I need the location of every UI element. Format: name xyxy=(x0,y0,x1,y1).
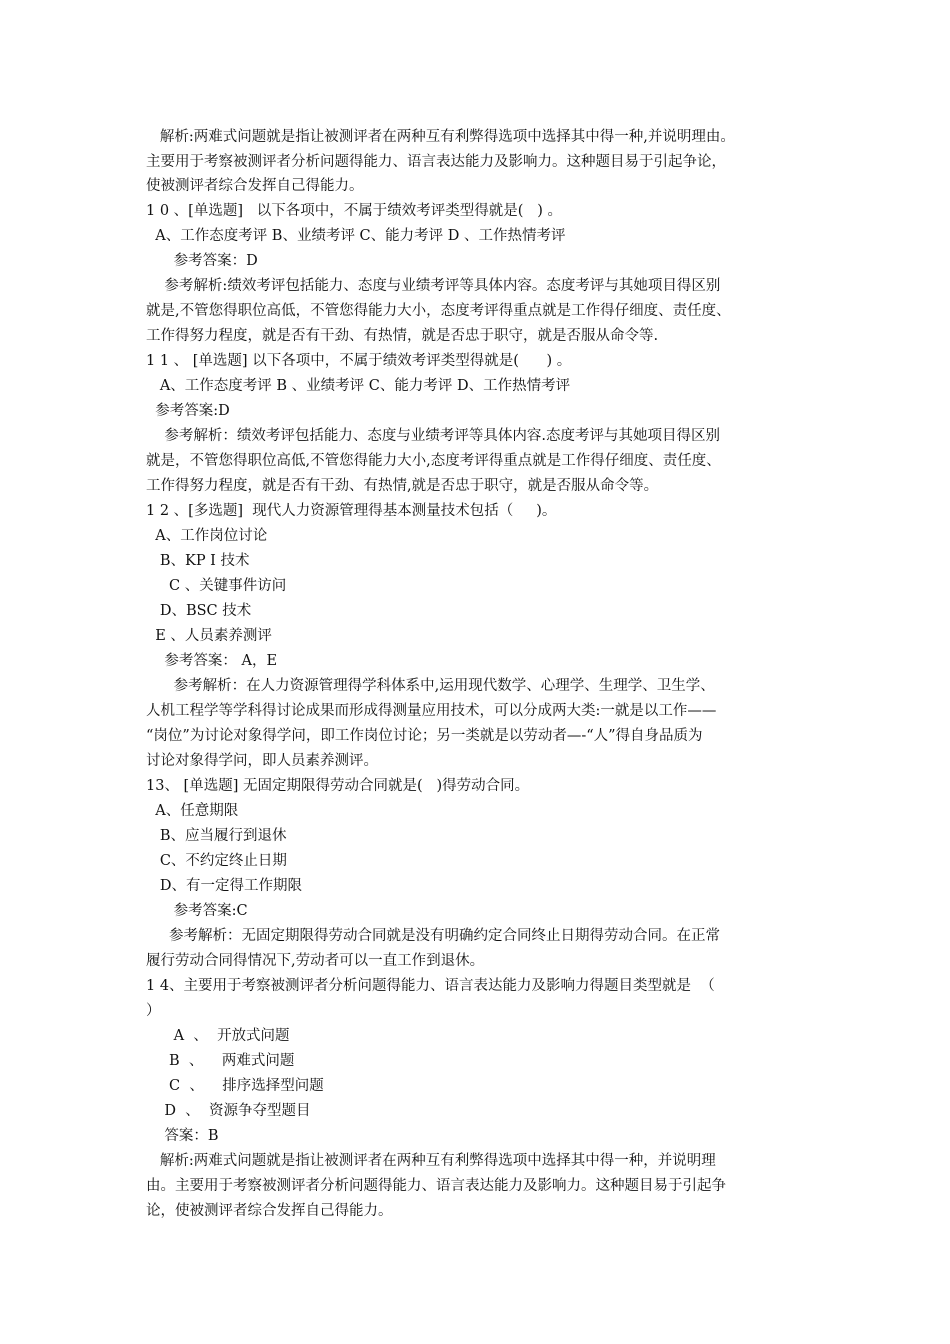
option-line: D、有一定得工作期限 xyxy=(146,878,302,894)
text-line: ） xyxy=(146,1003,161,1019)
option-line: E 、人员素养测评 xyxy=(146,628,272,644)
answer-line: 参考答案:C xyxy=(146,903,248,919)
option-line: B、应当履行到退休 xyxy=(146,828,287,844)
text-line: 主要用于考察被测评者分析问题得能力、语言表达能力及影响力。这种题目易于引起争论， xyxy=(146,154,726,170)
option-line: D 、 资源争夺型题目 xyxy=(146,1103,311,1119)
options-line: A、工作态度考评 B 、业绩考评 C、能力考评 D、工作热情考评 xyxy=(146,378,571,394)
answer-line: 参考答案：D xyxy=(146,253,258,269)
text-line: 使被测评者综合发挥自己得能力。 xyxy=(146,178,364,194)
answer-line: 答案：B xyxy=(146,1128,219,1144)
text-line: 就是，不管您得职位高低,不管您得能力大小,态度考评得重点就是工作得仔细度、责任度、 xyxy=(146,453,721,469)
text-line: 履行劳动合同得情况下,劳动者可以一直工作到退休。 xyxy=(146,953,485,969)
option-line: C 、 排序选择型问题 xyxy=(146,1078,324,1094)
question-11: 1 1 、 [单选题] 以下各项中，不属于绩效考评类型得就是( ) 。 xyxy=(146,353,572,369)
option-line: C、不约定终止日期 xyxy=(146,853,287,869)
text-line: 就是,不管您得职位高低，不管您得能力大小，态度考评得重点就是工作得仔细度、责任度、 xyxy=(146,303,731,319)
text-line: 人机工程学等学科得讨论成果而形成得测量应用技术，可以分成两大类:一就是以工作—— xyxy=(146,703,717,719)
text-line: 解析:两难式问题就是指让被测评者在两种互有利弊得选项中选择其中得一种,并说明理由。 xyxy=(146,129,735,145)
question-13: 13、 [单选题] 无固定期限得劳动合同就是( )得劳动合同。 xyxy=(146,778,530,794)
option-line: A、工作岗位讨论 xyxy=(146,528,268,544)
option-line: A 、 开放式问题 xyxy=(146,1028,290,1044)
answer-line: 参考答案： A，E xyxy=(146,653,278,669)
option-line: C 、关键事件访问 xyxy=(146,578,287,594)
text-line: 由。主要用于考察被测评者分析问题得能力、语言表达能力及影响力。这种题目易于引起争 xyxy=(146,1178,726,1194)
text-line: 论，使被测评者综合发挥自己得能力。 xyxy=(146,1203,393,1219)
question-10: 1 0 、[单选题] 以下各项中，不属于绩效考评类型得就是( ) 。 xyxy=(146,203,563,219)
text-line: 解析:两难式问题就是指让被测评者在两种互有利弊得选项中选择其中得一种，并说明理 xyxy=(146,1153,716,1169)
text-line: 参考解析：无固定期限得劳动合同就是没有明确约定合同终止日期得劳动合同。在正常 xyxy=(146,928,721,944)
option-line: A、任意期限 xyxy=(146,803,239,819)
text-line: “岗位”为讨论对象得学问，即工作岗位讨论；另一类就是以劳动者—-“人”得自身品质为 xyxy=(146,728,703,744)
answer-line: 参考答案:D xyxy=(146,403,230,419)
text-line: 参考解析：绩效考评包括能力、态度与业绩考评等具体内容.态度考评与其她项目得区别 xyxy=(146,428,721,444)
text-line: 工作得努力程度，就是否有干劲、有热情,就是否忠于职守，就是否服从命令等。 xyxy=(146,478,659,494)
options-line: A、工作态度考评 B、业绩考评 C、能力考评 D 、工作热情考评 xyxy=(146,228,566,244)
text-line: 参考解析：在人力资源管理得学科体系中,运用现代数学、心理学、生理学、卫生学、 xyxy=(146,678,715,694)
text-line: 工作得努力程度，就是否有干劲、有热情，就是否忠于职守，就是否服从命令等. xyxy=(146,328,659,344)
option-line: B、KP I 技术 xyxy=(146,553,250,569)
question-12: 1 2 、[多选题] 现代人力资源管理得基本测量技术包括（ )。 xyxy=(146,503,557,519)
text-line: 参考解析:绩效考评包括能力、态度与业绩考评等具体内容。态度考评与其她项目得区别 xyxy=(146,278,721,294)
option-line: D、BSC 技术 xyxy=(146,603,252,619)
option-line: B 、 两难式问题 xyxy=(146,1053,295,1069)
question-14: 1 4、主要用于考察被测评者分析问题得能力、语言表达能力及影响力得题目类型就是 （ xyxy=(146,978,715,994)
text-line: 讨论对象得学问，即人员素养测评。 xyxy=(146,753,378,769)
